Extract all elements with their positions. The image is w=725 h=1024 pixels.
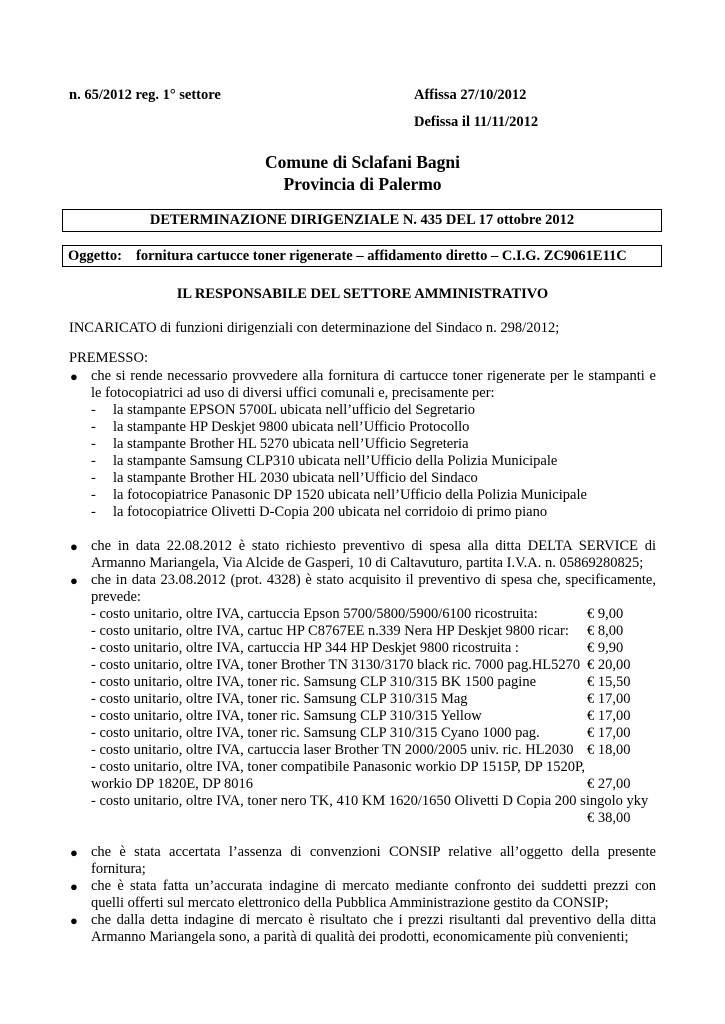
cost-line: - costo unitario, oltre IVA, toner ric. Samsung CLP 310/315 Yellow <box>91 708 482 724</box>
incaricato-paragraph: INCARICATO di funzioni dirigenziali con determinazione del Sindaco n. 298/2012; <box>69 320 560 336</box>
list-item: la stampante Brother HL 5270 ubicata nell’Ufficio Segreteria <box>113 436 469 452</box>
registration-number: n. 65/2012 reg. 1° settore <box>69 87 221 103</box>
cost-line: - costo unitario, oltre IVA, cartuc HP C8767EE n.339 Nera HP Deskjet 9800 ricar: <box>91 623 569 639</box>
cost-price: € 17,00 <box>587 691 631 707</box>
bullet5-line2: quelli offerti sul mercato elettronico della Pubblica Amministrazione gestito da CONSIP; <box>91 895 609 911</box>
cost-price: € 18,00 <box>587 742 631 758</box>
dash-marker: - <box>91 436 96 452</box>
cost-line: - costo unitario, oltre IVA, toner Brother TN 3130/3170 black ric. 7000 pag.HL5270 <box>91 657 581 673</box>
bullet-icon: ● <box>70 879 78 894</box>
bullet-icon: ● <box>70 913 78 928</box>
comune-title: Comune di Sclafani Bagni <box>265 152 460 172</box>
determinazione-box <box>62 209 662 232</box>
list-item: la stampante HP Deskjet 9800 ubicata nell’Ufficio Protocollo <box>113 419 470 435</box>
responsabile-heading: IL RESPONSABILE DEL SETTORE AMMINISTRATIVO <box>176 286 549 302</box>
cost-line: - costo unitario, oltre IVA, cartuccia laser Brother TN 2000/2005 univ. ric. HL2030 <box>91 742 574 758</box>
oggetto-box <box>62 245 662 267</box>
cost-line: - costo unitario, oltre IVA, toner ric. Samsung CLP 310/315 Cyano 1000 pag. <box>91 725 540 741</box>
dash-marker: - <box>91 453 96 469</box>
cost-line: - costo unitario, oltre IVA, toner ric. Samsung CLP 310/315 Mag <box>91 691 468 707</box>
cost-line-olivetti: - costo unitario, oltre IVA, toner nero TK, 410 KM 1620/1650 Olivetti D Copia 200 singolo yky <box>91 793 649 809</box>
bullet3-line1: che in data 23.08.2012 (prot. 4328) è stato acquisito il preventivo di spesa che, specificamente, <box>91 572 656 588</box>
determinazione-title: DETERMINAZIONE DIRIGENZIALE N. 435 DEL 17 ottobre 2012 <box>149 212 575 228</box>
list-item: la stampante EPSON 5700L ubicata nell’ufficio del Segretario <box>113 402 475 418</box>
dash-marker: - <box>91 470 96 486</box>
cost-line: - costo unitario, oltre IVA, cartuccia Epson 5700/5800/5900/6100 ricostruita: <box>91 606 538 622</box>
list-item: la fotocopiatrice Olivetti D-Copia 200 ubicata nel corridoio di primo piano <box>113 504 548 520</box>
bullet2-line1: che in data 22.08.2012 è stato richiesto preventivo di spesa alla ditta DELTA SERVICE di <box>91 538 656 554</box>
list-item: la stampante Samsung CLP310 ubicata nell’Ufficio della Polizia Municipale <box>113 453 558 469</box>
bullet4-line1: che è stata accertata l’assenza di convenzioni CONSIP relative all’oggetto della presente <box>91 844 656 860</box>
cost-line-panasonic-cont: workio DP 1820E, DP 8016 <box>91 776 254 792</box>
cost-price: € 8,00 <box>587 623 624 639</box>
bullet1-line1: che si rende necessario provvedere alla fornitura di cartucce toner rigenerate per le stampanti e <box>91 368 656 384</box>
bullet3-line2: prevede: <box>91 589 141 605</box>
list-item: la stampante Brother HL 2030 ubicata nell’Ufficio del Sindaco <box>113 470 478 486</box>
cost-line: - costo unitario, oltre IVA, cartuccia HP 344 HP Deskjet 9800 ricostruita : <box>91 640 519 656</box>
cost-price: € 15,50 <box>587 674 631 690</box>
bullet-icon: ● <box>70 369 78 384</box>
oggetto-text: fornitura cartucce toner rigenerate – affidamento diretto – C.I.G. ZC9061E11C <box>136 248 627 264</box>
bullet2-line2: Armanno Mariangela, Via Alcide de Gasperi, 10 di Caltavuturo, partita I.V.A. n. 05869280825; <box>91 555 644 571</box>
bullet6-line2: Armanno Mariangela sono, a parità di qualità dei prodotti, economicamente più convenienti; <box>91 929 629 945</box>
bullet-icon: ● <box>70 539 78 554</box>
cost-price: € 17,00 <box>587 725 631 741</box>
dash-marker: - <box>91 419 96 435</box>
list-item: la fotocopiatrice Panasonic DP 1520 ubicata nell’Ufficio della Polizia Municipale <box>113 487 587 503</box>
bullet-icon: ● <box>70 845 78 860</box>
cost-price: € 9,90 <box>587 640 624 656</box>
bullet6-line1: che dalla detta indagine di mercato è risultato che i prezzi risultanti dal preventivo della ditta <box>91 912 656 928</box>
defissa-date: Defissa il 11/11/2012 <box>414 114 539 130</box>
dash-marker: - <box>91 487 96 503</box>
dash-marker: - <box>91 504 96 520</box>
cost-price: € 20,00 <box>587 657 631 673</box>
oggetto-label: Oggetto: <box>68 248 122 264</box>
dash-marker: - <box>91 402 96 418</box>
cost-line: - costo unitario, oltre IVA, toner ric. Samsung CLP 310/315 BK 1500 pagine <box>91 674 537 690</box>
bullet-icon: ● <box>70 573 78 588</box>
cost-price: € 27,00 <box>587 776 631 792</box>
premesso-heading: PREMESSO: <box>69 350 148 366</box>
provincia-title: Provincia di Palermo <box>283 174 442 194</box>
cost-price: € 17,00 <box>587 708 631 724</box>
bullet1-line2: le fotocopiatrici ad uso di diversi uffici comunali e, precisamente per: <box>91 385 495 401</box>
cost-price: € 9,00 <box>587 606 624 622</box>
bullet4-line2: fornitura; <box>91 861 146 877</box>
bullet5-line1: che è stata fatta un’accurata indagine di mercato mediante confronto dei suddetti prezzi con <box>91 878 656 894</box>
cost-price: € 38,00 <box>587 810 631 826</box>
cost-line-panasonic: - costo unitario, oltre IVA, toner compatibile Panasonic workio DP 1515P, DP 1520P, <box>91 759 586 775</box>
affissa-date: Affissa 27/10/2012 <box>414 87 527 103</box>
